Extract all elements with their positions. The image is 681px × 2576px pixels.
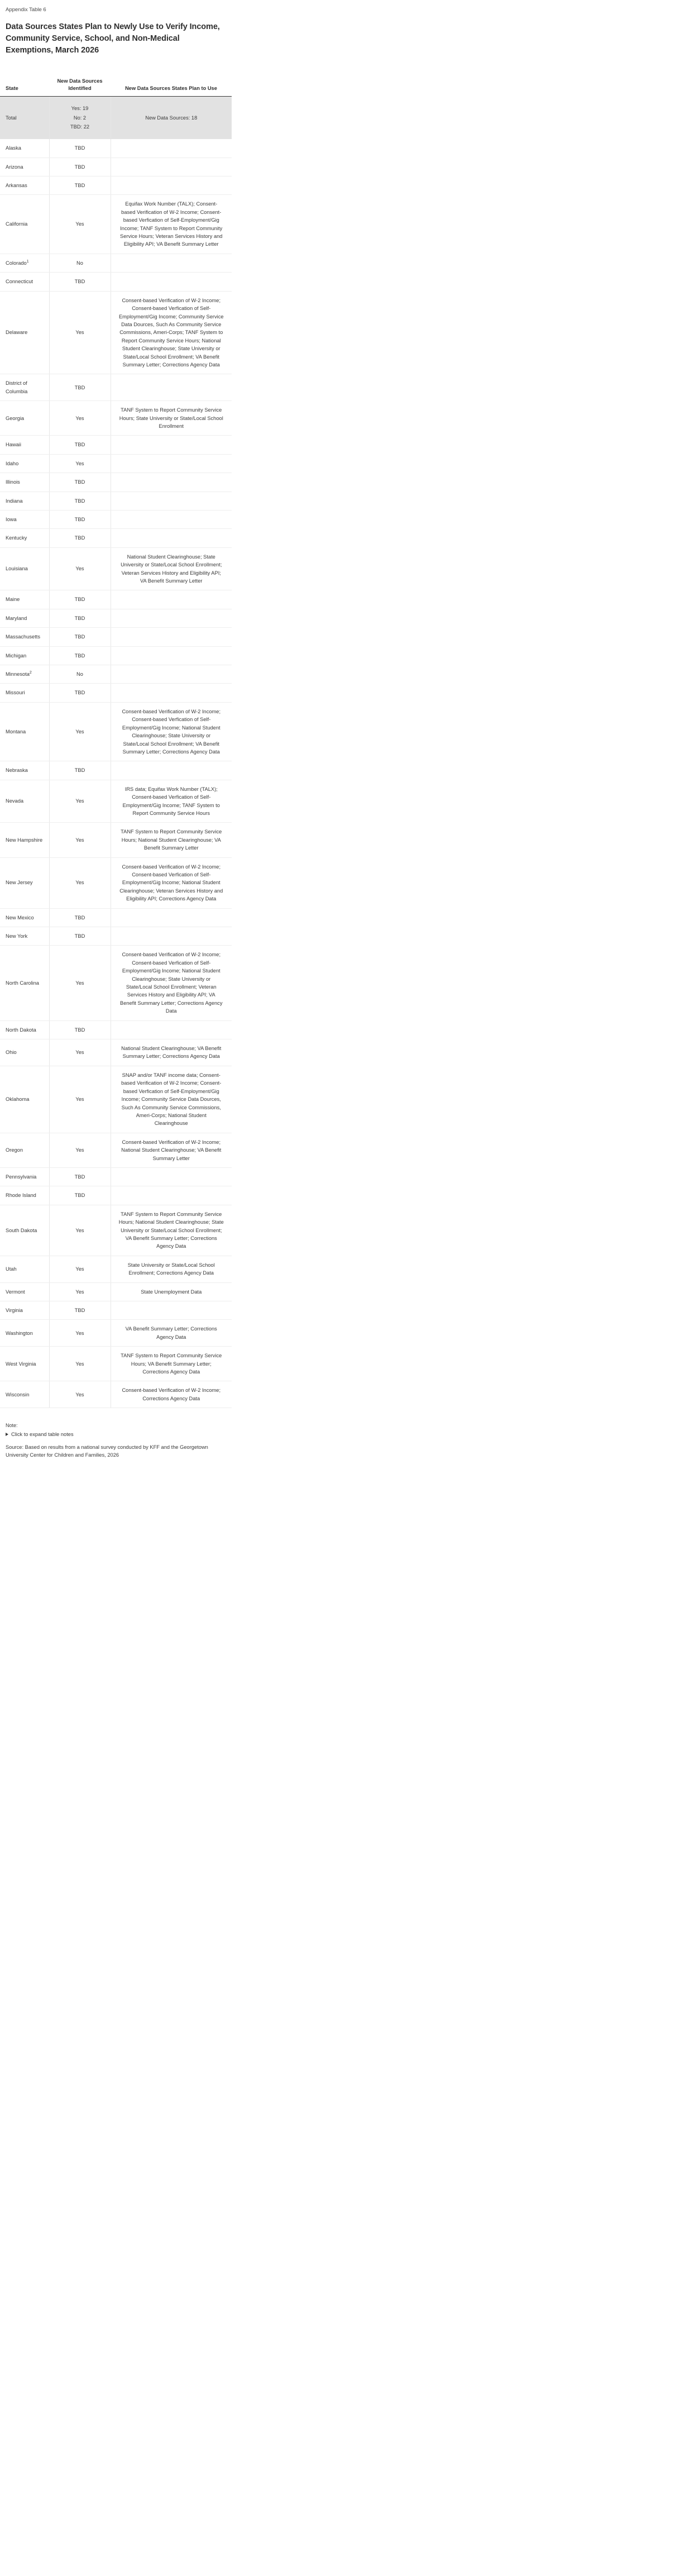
identified-cell: Yes bbox=[49, 547, 111, 590]
plan-sources-cell: Consent-based Verification of W-2 Income; Consent-based Verfication of Self-Employment/Gig Income; Community Service Data Dources, Such As Community Service Commissions, Ameri-Corps; TANF System to Report Community Service Hours; National Student Clearinghouse; State University or State/Local School Enrollment; VA Benefit Summary Letter; Corrections Agency Data bbox=[111, 291, 232, 374]
table-row bbox=[0, 780, 232, 823]
plan-sources-cell bbox=[111, 609, 232, 627]
table-row bbox=[0, 1066, 232, 1133]
table-row bbox=[0, 273, 232, 291]
identified-cell: TBD bbox=[49, 927, 111, 946]
table-body bbox=[0, 97, 232, 1408]
state-name-cell: Connecticut bbox=[0, 273, 49, 291]
table-row bbox=[0, 823, 232, 857]
identified-cell: Yes bbox=[49, 1347, 111, 1381]
state-name-cell: Montana bbox=[0, 702, 49, 761]
plan-sources-cell: IRS data; Equifax Work Number (TALX); Consent-based Verfication of Self-Employment/Gig Income; TANF System to Report Community Service Hours bbox=[111, 780, 232, 823]
identified-cell: TBD bbox=[49, 609, 111, 627]
state-name-cell: Rhode Island bbox=[0, 1186, 49, 1205]
state-name-cell: Pennsylvania bbox=[0, 1167, 49, 1186]
table-row bbox=[0, 1282, 232, 1301]
total-identified-cell bbox=[49, 97, 111, 139]
identified-cell: Yes bbox=[49, 291, 111, 374]
state-name-cell: Hawaii bbox=[0, 436, 49, 454]
table-row bbox=[0, 492, 232, 510]
page-title: Data Sources States Plan to Newly Use to Verify Income, Community Service, School, and Non-Medical Exemptions, March 2026 bbox=[6, 22, 220, 55]
expand-table-notes-toggle[interactable] bbox=[6, 1432, 226, 1437]
state-name-cell: Indiana bbox=[0, 492, 49, 510]
table-page bbox=[0, 0, 232, 1468]
state-name-cell: South Dakota bbox=[0, 1205, 49, 1256]
table-row bbox=[0, 1205, 232, 1256]
state-name-cell: Missouri bbox=[0, 684, 49, 702]
plan-sources-cell: Consent-based Verification of W-2 Income; Corrections Agency Data bbox=[111, 1381, 232, 1408]
plan-sources-cell: Consent-based Verification of W-2 Income; National Student Clearinghouse; VA Benefit Summary Letter bbox=[111, 1133, 232, 1167]
state-name-cell: New Hampshire bbox=[0, 823, 49, 857]
identified-cell: TBD bbox=[49, 436, 111, 454]
state-name-cell: Massachusetts bbox=[0, 628, 49, 646]
identified-cell: Yes bbox=[49, 1282, 111, 1301]
table-row bbox=[0, 684, 232, 702]
plan-sources-cell bbox=[111, 646, 232, 665]
table-row-total bbox=[0, 97, 232, 139]
identified-cell: TBD bbox=[49, 908, 111, 927]
table-row bbox=[0, 1381, 232, 1408]
identified-cell: TBD bbox=[49, 473, 111, 492]
identified-cell: Yes bbox=[49, 780, 111, 823]
column-header-identified bbox=[49, 75, 111, 97]
identified-cell: TBD bbox=[49, 1167, 111, 1186]
state-name-cell: Michigan bbox=[0, 646, 49, 665]
state-name-cell: Oklahoma bbox=[0, 1066, 49, 1133]
state-name-cell: Georgia bbox=[0, 401, 49, 436]
state-name-cell: Iowa bbox=[0, 511, 49, 529]
plan-sources-cell bbox=[111, 908, 232, 927]
plan-sources-cell bbox=[111, 1020, 232, 1039]
plan-sources-cell: TANF System to Report Community Service Hours; National Student Clearinghouse; State University or State/Local School Enrollment; VA Benefit Summary Letter; Corrections Agency Data bbox=[111, 1205, 232, 1256]
table-row bbox=[0, 436, 232, 454]
table-row bbox=[0, 609, 232, 627]
state-name-cell: Washington bbox=[0, 1320, 49, 1347]
identified-cell: TBD bbox=[49, 139, 111, 158]
identified-cell: Yes bbox=[49, 1205, 111, 1256]
plan-sources-cell: TANF System to Report Community Service Hours; State University or State/Local School Enrollment bbox=[111, 401, 232, 436]
plan-sources-cell bbox=[111, 436, 232, 454]
plan-sources-cell bbox=[111, 761, 232, 780]
table-row bbox=[0, 927, 232, 946]
plan-sources-cell bbox=[111, 1301, 232, 1320]
table-header-row bbox=[0, 75, 232, 97]
state-name-cell: North Dakota bbox=[0, 1020, 49, 1039]
table-head bbox=[0, 75, 232, 97]
identified-cell: Yes bbox=[49, 401, 111, 436]
identified-cell: Yes bbox=[49, 946, 111, 1020]
state-name-cell: Vermont bbox=[0, 1282, 49, 1301]
identified-cell: Yes bbox=[49, 823, 111, 857]
plan-sources-cell bbox=[111, 492, 232, 510]
plan-sources-cell bbox=[111, 1186, 232, 1205]
footnote-marker: 2 bbox=[29, 670, 32, 675]
identified-cell: TBD bbox=[49, 1301, 111, 1320]
identified-cell: TBD bbox=[49, 628, 111, 646]
total-yes: Yes: 19 bbox=[71, 106, 89, 112]
table-row bbox=[0, 1186, 232, 1205]
table-row bbox=[0, 702, 232, 761]
identified-cell: Yes bbox=[49, 1039, 111, 1066]
total-no: No: 2 bbox=[73, 115, 87, 121]
state-name-cell: Virginia bbox=[0, 1301, 49, 1320]
identified-cell: Yes bbox=[49, 1133, 111, 1167]
table-row bbox=[0, 908, 232, 927]
state-name-cell: District of Columbia bbox=[0, 374, 49, 401]
state-name-cell: Utah bbox=[0, 1256, 49, 1282]
total-state-cell: Total bbox=[0, 97, 49, 139]
expand-table-notes-label: Click to expand table notes bbox=[11, 1432, 74, 1438]
table-row bbox=[0, 291, 232, 374]
state-name-cell: New York bbox=[0, 927, 49, 946]
state-name-cell: Nebraska bbox=[0, 761, 49, 780]
plan-sources-cell bbox=[111, 473, 232, 492]
state-name-cell: North Carolina bbox=[0, 946, 49, 1020]
state-name-cell: Delaware bbox=[0, 291, 49, 374]
table-row bbox=[0, 946, 232, 1020]
identified-cell: No bbox=[49, 665, 111, 684]
identified-cell: Yes bbox=[49, 1320, 111, 1347]
identified-cell: TBD bbox=[49, 492, 111, 510]
plan-sources-cell: TANF System to Report Community Service Hours; VA Benefit Summary Letter; Corrections Agency Data bbox=[111, 1347, 232, 1381]
plan-sources-cell bbox=[111, 628, 232, 646]
state-name-cell: Maine bbox=[0, 590, 49, 609]
plan-sources-cell bbox=[111, 139, 232, 158]
identified-cell: Yes bbox=[49, 1066, 111, 1133]
column-header-identified-line2: Identified bbox=[68, 85, 92, 92]
identified-cell: Yes bbox=[49, 195, 111, 254]
table-row bbox=[0, 473, 232, 492]
state-name-cell: Oregon bbox=[0, 1133, 49, 1167]
table-row bbox=[0, 158, 232, 176]
plan-sources-cell bbox=[111, 511, 232, 529]
table-row bbox=[0, 401, 232, 436]
total-plan-cell: New Data Sources: 18 bbox=[111, 97, 232, 139]
plan-sources-cell: Consent-based Verification of W-2 Income; Consent-based Verfication of Self-Employment/Gig Income; National Student Clearinghouse; State University or State/Local School Enrollment; Veteran Services History and Eligibility API; VA Benefit Summary Letter; Corrections Agency Data bbox=[111, 946, 232, 1020]
table-row bbox=[0, 761, 232, 780]
plan-sources-cell bbox=[111, 665, 232, 684]
total-tbd: TBD: 22 bbox=[70, 123, 90, 130]
plan-sources-cell: Consent-based Verification of W-2 Income; Consent-based Verfication of Self-Employment/Gig Income; National Student Clearinghouse; State University or State/Local School Enrollment; VA Benefit Summary Letter; Corrections Agency Data bbox=[111, 702, 232, 761]
plan-sources-cell bbox=[111, 1167, 232, 1186]
identified-cell: TBD bbox=[49, 273, 111, 291]
plan-sources-cell: State Unemployment Data bbox=[111, 1282, 232, 1301]
table-row bbox=[0, 646, 232, 665]
identified-cell: TBD bbox=[49, 1020, 111, 1039]
table-row bbox=[0, 1347, 232, 1381]
caret-right-icon bbox=[6, 1433, 8, 1436]
state-name-cell: Ohio bbox=[0, 1039, 49, 1066]
table-row bbox=[0, 1320, 232, 1347]
identified-cell: Yes bbox=[49, 1381, 111, 1408]
state-name-cell: Louisiana bbox=[0, 547, 49, 590]
table-row bbox=[0, 1039, 232, 1066]
notes-section bbox=[0, 1408, 232, 1468]
table-row bbox=[0, 1020, 232, 1039]
table-row bbox=[0, 454, 232, 473]
table-row bbox=[0, 590, 232, 609]
state-name-cell: Wisconsin bbox=[0, 1381, 49, 1408]
table-row bbox=[0, 176, 232, 195]
state-name-cell: New Jersey bbox=[0, 857, 49, 908]
plan-sources-cell: VA Benefit Summary Letter; Corrections Agency Data bbox=[111, 1320, 232, 1347]
state-name-cell: West Virginia bbox=[0, 1347, 49, 1381]
table-row bbox=[0, 857, 232, 908]
identified-cell: No bbox=[49, 254, 111, 272]
identified-cell: TBD bbox=[49, 590, 111, 609]
footnote-marker: 1 bbox=[26, 259, 29, 264]
plan-sources-cell: SNAP and/or TANF income data; Consent-based Verification of W-2 Income; Consent-based Verfication of Self-Employment/Gig Income; Community Service Data Dources, Such As Community Service Commissions, Ameri-Corps; National Student Clearinghouse bbox=[111, 1066, 232, 1133]
state-name-cell: New Mexico bbox=[0, 908, 49, 927]
identified-cell: TBD bbox=[49, 158, 111, 176]
source-note: Source: Based on results from a national survey conducted by KFF and the Georgetown University Center for Children and Families, 2026 bbox=[6, 1444, 208, 1458]
plan-sources-cell bbox=[111, 273, 232, 291]
plan-sources-cell: State University or State/Local School Enrollment; Corrections Agency Data bbox=[111, 1256, 232, 1282]
table-row bbox=[0, 139, 232, 158]
plan-sources-cell bbox=[111, 684, 232, 702]
plan-sources-cell bbox=[111, 374, 232, 401]
table-row bbox=[0, 1256, 232, 1282]
identified-cell: Yes bbox=[49, 454, 111, 473]
plan-sources-cell bbox=[111, 590, 232, 609]
identified-cell: TBD bbox=[49, 529, 111, 547]
state-name-cell: Maryland bbox=[0, 609, 49, 627]
state-name-cell: Nevada bbox=[0, 780, 49, 823]
column-header-state: State bbox=[0, 75, 49, 97]
table-row bbox=[0, 547, 232, 590]
state-name-cell: Arkansas bbox=[0, 176, 49, 195]
state-name-cell: California bbox=[0, 195, 49, 254]
plan-sources-cell bbox=[111, 176, 232, 195]
appendix-label: Appendix Table 6 bbox=[6, 7, 46, 13]
state-name-cell: Alaska bbox=[0, 139, 49, 158]
plan-sources-cell: TANF System to Report Community Service Hours; National Student Clearinghouse; VA Benefit Summary Letter bbox=[111, 823, 232, 857]
identified-cell: TBD bbox=[49, 684, 111, 702]
table-row bbox=[0, 374, 232, 401]
plan-sources-cell bbox=[111, 454, 232, 473]
state-name-cell: Minnesota$^2$ bbox=[0, 665, 49, 684]
identified-cell: Yes bbox=[49, 702, 111, 761]
identified-cell: TBD bbox=[49, 511, 111, 529]
identified-cell: TBD bbox=[49, 761, 111, 780]
state-name-cell: Illinois bbox=[0, 473, 49, 492]
identified-cell: Yes bbox=[49, 857, 111, 908]
identified-cell: TBD bbox=[49, 374, 111, 401]
column-header-plan: New Data Sources States Plan to Use bbox=[111, 75, 232, 97]
table-row bbox=[0, 1133, 232, 1167]
identified-cell: TBD bbox=[49, 1186, 111, 1205]
identified-cell: TBD bbox=[49, 646, 111, 665]
table-row bbox=[0, 1301, 232, 1320]
table-row bbox=[0, 628, 232, 646]
plan-sources-cell bbox=[111, 927, 232, 946]
column-header-identified-line1: New Data Sources bbox=[57, 78, 103, 84]
state-name-cell: Colorado$^1$ bbox=[0, 254, 49, 272]
plan-sources-cell: National Student Clearinghouse; VA Benefit Summary Letter; Corrections Agency Data bbox=[111, 1039, 232, 1066]
table-row bbox=[0, 665, 232, 684]
table-row bbox=[0, 195, 232, 254]
table-row bbox=[0, 529, 232, 547]
table-row bbox=[0, 1167, 232, 1186]
state-name-cell: Idaho bbox=[0, 454, 49, 473]
plan-sources-cell: Consent-based Verification of W-2 Income; Consent-based Verfication of Self-Employment/Gig Income; National Student Clearinghouse; Veteran Services History and Eligibility API; Corrections Agency Data bbox=[111, 857, 232, 908]
plan-sources-cell bbox=[111, 254, 232, 272]
plan-sources-cell bbox=[111, 529, 232, 547]
plan-sources-cell bbox=[111, 158, 232, 176]
table-row bbox=[0, 254, 232, 272]
notes-label: Note: bbox=[6, 1423, 18, 1429]
plan-sources-cell: National Student Clearinghouse; State University or State/Local School Enrollment; Veteran Services History and Eligibility API; VA Benefit Summary Letter bbox=[111, 547, 232, 590]
plan-sources-cell: Equifax Work Number (TALX); Consent-based Verification of W-2 Income; Consent-based Verfication of Self-Employment/Gig Income; TANF System to Report Community Service Hours; Veteran Services History and Eligibility API; VA Benefit Summary Letter bbox=[111, 195, 232, 254]
identified-cell: Yes bbox=[49, 1256, 111, 1282]
table-row bbox=[0, 511, 232, 529]
data-table bbox=[0, 75, 232, 1408]
identified-cell: TBD bbox=[49, 176, 111, 195]
state-name-cell: Arizona bbox=[0, 158, 49, 176]
state-name-cell: Kentucky bbox=[0, 529, 49, 547]
